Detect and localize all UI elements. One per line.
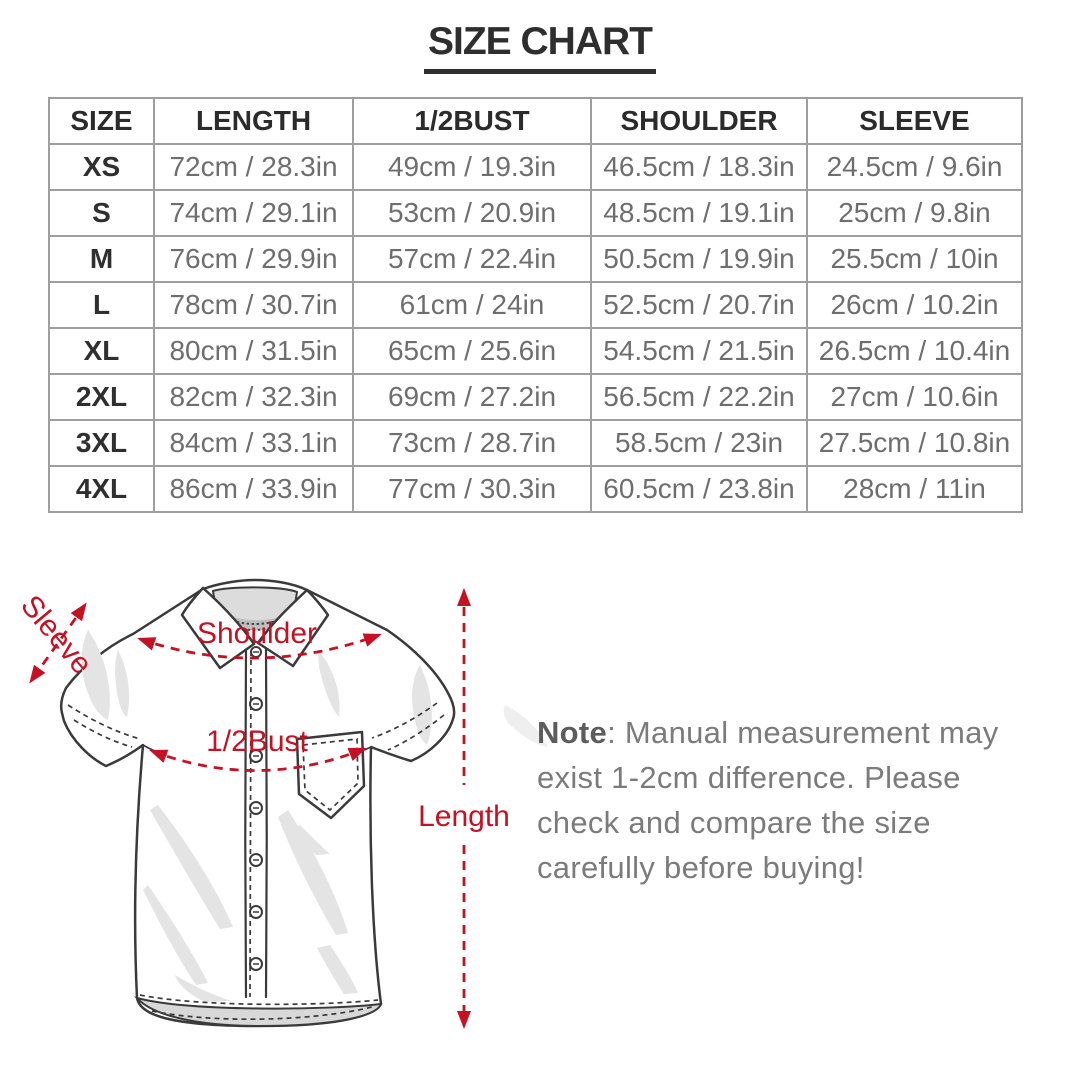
size-cell: XL <box>49 328 154 374</box>
size-cell: 3XL <box>49 420 154 466</box>
sleeve-label: Sleeve <box>14 589 99 681</box>
note-line: exist 1-2cm difference. Please <box>537 760 961 795</box>
measurement-note <box>537 710 1037 890</box>
note-line: check and compare the size <box>537 805 931 840</box>
sleeve-cell: 24.5cm / 9.6in <box>807 144 1022 190</box>
length-label: Length <box>418 800 510 833</box>
shoulder-cell: 50.5cm / 19.9in <box>591 236 807 282</box>
bust-cell: 57cm / 22.4in <box>353 236 591 282</box>
length-cell: 80cm / 31.5in <box>154 328 353 374</box>
table-row <box>49 190 1022 236</box>
note-line: carefully before buying! <box>537 850 865 885</box>
note-line <box>537 710 1037 755</box>
table-header-row <box>49 98 1022 144</box>
header-size: SIZE <box>49 98 154 144</box>
size-cell: XS <box>49 144 154 190</box>
length-cell: 76cm / 29.9in <box>154 236 353 282</box>
table-row <box>49 328 1022 374</box>
shirt-illustration <box>0 555 560 1080</box>
shoulder-cell: 52.5cm / 20.7in <box>591 282 807 328</box>
length-cell: 86cm / 33.9in <box>154 466 353 512</box>
header-bust: 1/2BUST <box>353 98 591 144</box>
size-cell: 4XL <box>49 466 154 512</box>
shoulder-label: Shoulder <box>196 617 318 650</box>
shoulder-cell: 58.5cm / 23in <box>591 420 807 466</box>
header-sleeve: SLEEVE <box>807 98 1022 144</box>
size-cell: L <box>49 282 154 328</box>
bust-cell: 73cm / 28.7in <box>353 420 591 466</box>
sleeve-cell: 25cm / 9.8in <box>807 190 1022 236</box>
bust-cell: 77cm / 30.3in <box>353 466 591 512</box>
page-title-text: SIZE CHART <box>424 20 656 74</box>
note-label: Note <box>537 715 608 750</box>
table-row <box>49 236 1022 282</box>
shoulder-cell: 54.5cm / 21.5in <box>591 328 807 374</box>
sleeve-cell: 28cm / 11in <box>807 466 1022 512</box>
sleeve-cell: 26cm / 10.2in <box>807 282 1022 328</box>
size-table <box>48 97 1023 513</box>
shoulder-cell: 56.5cm / 22.2in <box>591 374 807 420</box>
sleeve-cell: 25.5cm / 10in <box>807 236 1022 282</box>
note-text: : Manual measurement may <box>607 715 999 750</box>
header-shoulder: SHOULDER <box>591 98 807 144</box>
size-cell: M <box>49 236 154 282</box>
sleeve-cell: 27cm / 10.6in <box>807 374 1022 420</box>
sleeve-cell: 26.5cm / 10.4in <box>807 328 1022 374</box>
table-row <box>49 282 1022 328</box>
size-cell: 2XL <box>49 374 154 420</box>
table-row <box>49 420 1022 466</box>
length-cell: 72cm / 28.3in <box>154 144 353 190</box>
sleeve-cell: 27.5cm / 10.8in <box>807 420 1022 466</box>
table-row <box>49 144 1022 190</box>
length-cell: 82cm / 32.3in <box>154 374 353 420</box>
bust-cell: 69cm / 27.2in <box>353 374 591 420</box>
length-cell: 74cm / 29.1in <box>154 190 353 236</box>
table-row <box>49 374 1022 420</box>
length-cell: 84cm / 33.1in <box>154 420 353 466</box>
header-length: LENGTH <box>154 98 353 144</box>
shoulder-cell: 46.5cm / 18.3in <box>591 144 807 190</box>
page-title <box>0 20 1080 74</box>
bust-cell: 61cm / 24in <box>353 282 591 328</box>
shoulder-cell: 48.5cm / 19.1in <box>591 190 807 236</box>
size-cell: S <box>49 190 154 236</box>
bust-cell: 49cm / 19.3in <box>353 144 591 190</box>
length-cell: 78cm / 30.7in <box>154 282 353 328</box>
bust-cell: 65cm / 25.6in <box>353 328 591 374</box>
shoulder-cell: 60.5cm / 23.8in <box>591 466 807 512</box>
table-row <box>49 466 1022 512</box>
bust-cell: 53cm / 20.9in <box>353 190 591 236</box>
bust-label: 1/2Bust <box>206 725 308 758</box>
